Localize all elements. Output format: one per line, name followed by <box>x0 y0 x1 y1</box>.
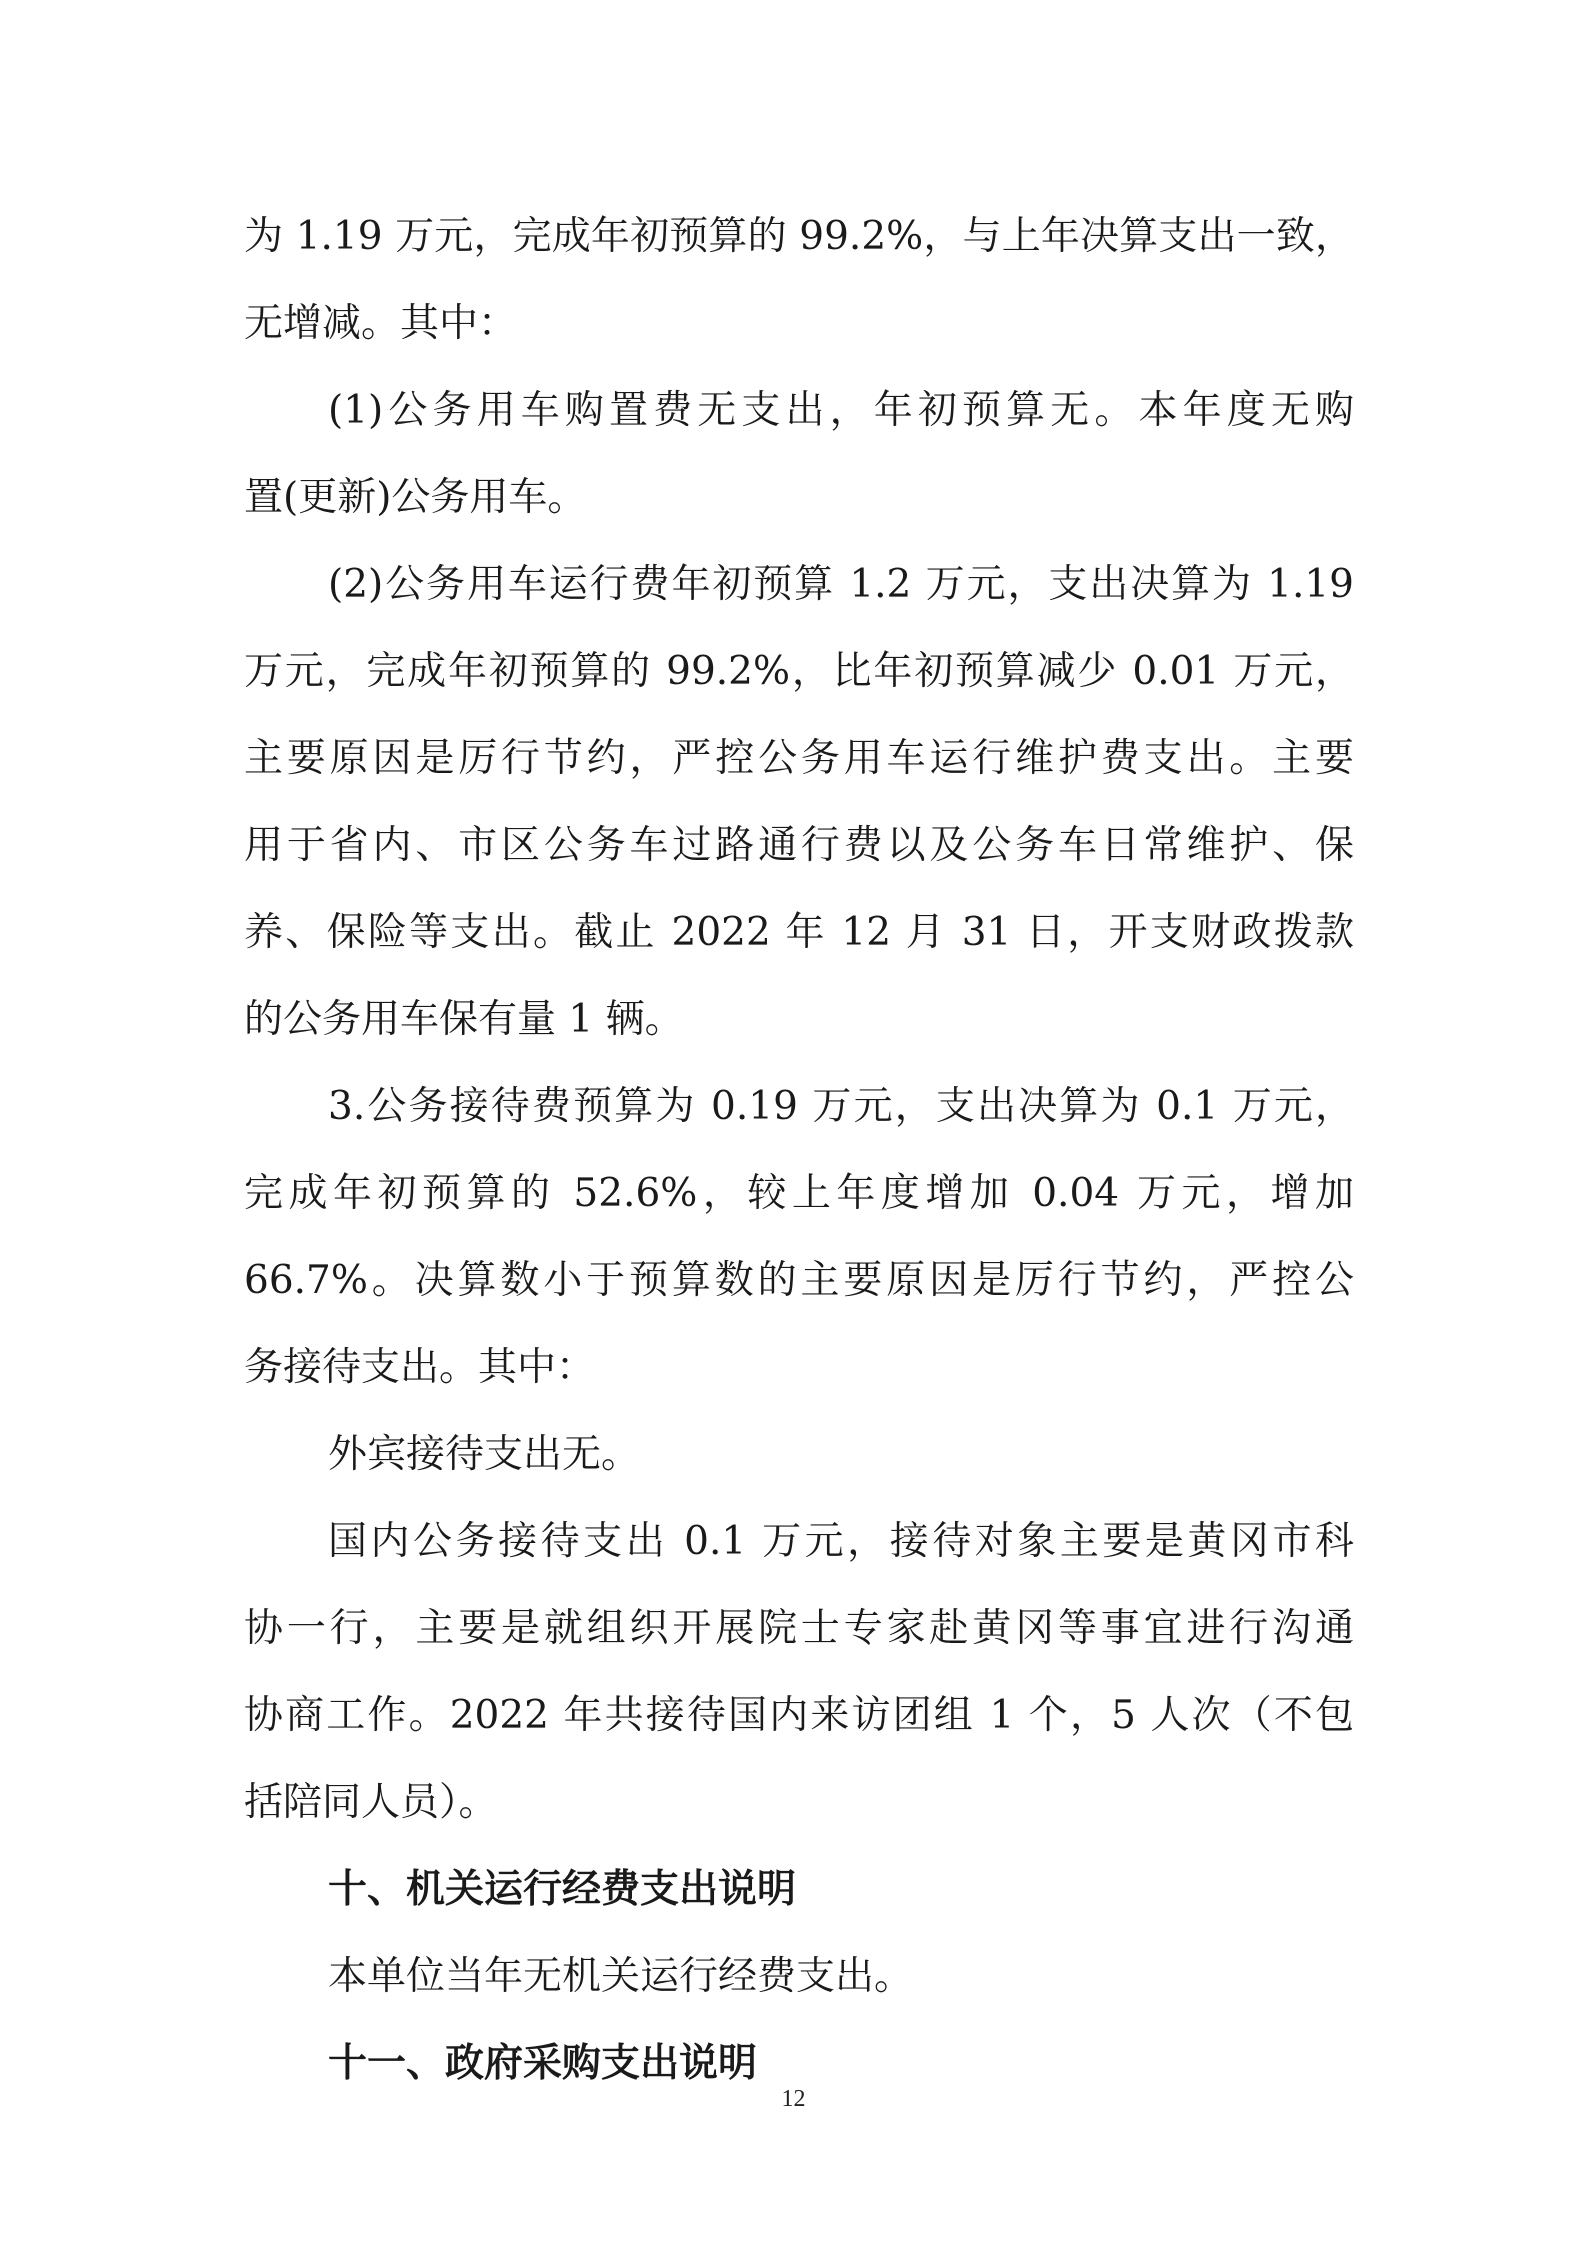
text-line: 3.公务接待费预算为 0.19 万元，支出决算为 0.1 万元， <box>328 1084 1354 1129</box>
text-line: 协商工作。2022 年共接待国内来访团组 1 个，5 人次（不包 <box>244 1693 1354 1738</box>
text-line: 国内公务接待支出 0.1 万元，接待对象主要是黄冈市科 <box>328 1519 1354 1564</box>
text-line: 用于省内、市区公务车过路通行费以及公务车日常维护、保 <box>244 823 1354 868</box>
text-line: 无增减。其中： <box>244 301 518 346</box>
text-line: 的公务用车保有量 1 辆。 <box>244 997 684 1042</box>
text-line: 括陪同人员）。 <box>244 1780 498 1825</box>
section-heading: 十一、政府采购支出说明 <box>328 2041 758 2086</box>
text-line: 协一行，主要是就组织开展院士专家赴黄冈等事宜进行沟通 <box>244 1606 1354 1651</box>
text-line: 主要原因是厉行节约，严控公务用车运行维护费支出。主要 <box>244 736 1354 781</box>
text-line: 万元，完成年初预算的 99.2%，比年初预算减少 0.01 万元， <box>244 649 1354 694</box>
text-line: 养、保险等支出。截止 2022 年 12 月 31 日，开支财政拨款 <box>244 910 1354 955</box>
text-line: 外宾接待支出无。 <box>328 1432 641 1477</box>
page-number: 12 <box>781 2086 806 2112</box>
document-body <box>244 207 1354 2121</box>
text-line: 完成年初预算的 52.6%，较上年度增加 0.04 万元，增加 <box>244 1171 1354 1216</box>
text-line: 66.7%。决算数小于预算数的主要原因是厉行节约，严控公 <box>244 1258 1354 1303</box>
text-line: (2)公务用车运行费年初预算 1.2 万元，支出决算为 1.19 <box>328 562 1354 607</box>
text-line: 置(更新)公务用车。 <box>244 475 587 520</box>
text-line: 务接待支出。其中： <box>244 1345 596 1390</box>
text-line: (1)公务用车购置费无支出，年初预算无。本年度无购 <box>328 388 1354 433</box>
section-heading: 十、机关运行经费支出说明 <box>328 1867 797 1912</box>
text-line: 本单位当年无机关运行经费支出。 <box>328 1954 914 1999</box>
text-line: 为 1.19 万元，完成年初预算的 99.2%，与上年决算支出一致， <box>244 214 1354 259</box>
